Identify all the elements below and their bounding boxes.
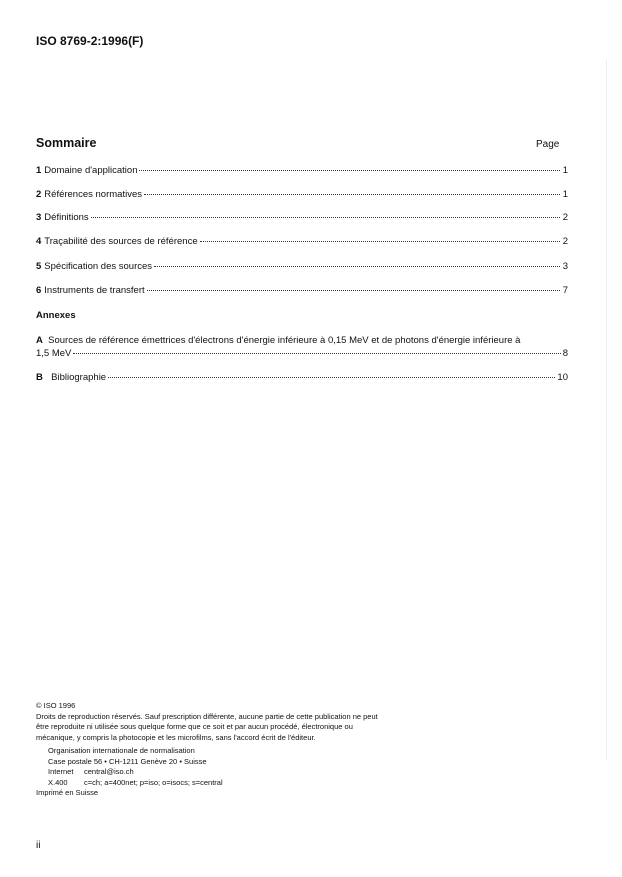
toc-entry-number: 6 — [36, 285, 42, 296]
leader-dots — [139, 170, 560, 171]
toc-entry-page: 2 — [562, 212, 568, 223]
toc-entry-page: 7 — [562, 285, 568, 296]
leader-dots — [200, 241, 560, 242]
copyright-block — [36, 701, 386, 799]
x400-label: X.400 — [48, 777, 68, 787]
leader-dots — [108, 377, 555, 378]
leader-dots — [147, 290, 560, 291]
toc-entry-title: Spécification des sources — [44, 261, 153, 272]
copyright-line: © ISO 1996 — [36, 701, 76, 710]
leader-dots — [144, 194, 560, 195]
organisation-name: Organisation internationale de normalisation — [48, 746, 195, 755]
toc-entry-2[interactable] — [36, 189, 568, 200]
x400-value: c=ch; a=400net; p=iso; o=isocs; s=central — [84, 777, 223, 787]
toc-annex-letter: B — [36, 372, 43, 383]
x400-row — [36, 778, 386, 789]
copyright-rights: Droits de reproduction réservés. Sauf prescription différente, aucune partie de cette publication ne peut être reproduite ni utilisée sous quelque forme que ce soit et par aucun procédé, électronique ou mécanique, y compris la photocopie et les microfilms, sans l'accord écrit de l'éditeur. — [36, 711, 378, 742]
toc-entry-6[interactable] — [36, 285, 568, 296]
leader-dots — [91, 217, 560, 218]
toc-entry-page: 2 — [562, 236, 568, 247]
internet-label: Internet — [48, 767, 74, 776]
toc-entry-page: 1 — [562, 165, 568, 176]
toc-entry-number: 4 — [36, 236, 42, 247]
toc-entry-page: 3 — [562, 261, 568, 272]
toc-entry-title: Instruments de transfert — [44, 285, 145, 296]
toc-entry-5[interactable] — [36, 261, 568, 272]
toc-annex-page: 10 — [557, 372, 568, 383]
toc-annex-a[interactable] — [36, 334, 568, 360]
organisation-address: Case postale 56 • CH-1211 Genève 20 • Suisse — [48, 756, 207, 766]
toc-entry-3[interactable] — [36, 212, 568, 223]
printed-in: Imprimé en Suisse — [36, 788, 99, 797]
toc-annex-page: 8 — [562, 348, 568, 359]
toc-entry-title: Domaine d'application — [44, 165, 138, 176]
toc-annex-b[interactable] — [36, 372, 568, 383]
toc-page-header: Page — [536, 139, 560, 150]
toc-entry-title: Traçabilité des sources de référence — [44, 236, 198, 247]
toc-entry-title: Définitions — [44, 212, 89, 223]
document-id: ISO 8769-2:1996(F) — [36, 34, 144, 48]
leader-dots — [73, 353, 560, 354]
toc-annex-title: Sources de référence émettrices d'électrons d'énergie inférieure à 0,15 MeV et de photons d'énergie inférieure à — [48, 335, 521, 346]
page-edge-line — [606, 60, 607, 760]
toc-entry-number: 5 — [36, 261, 42, 272]
toc-annex-title-cont: 1,5 MeV — [36, 348, 72, 359]
toc-entry-page: 1 — [562, 189, 568, 200]
toc-entry-number: 1 — [36, 165, 42, 176]
toc-entry-title: Références normatives — [44, 189, 142, 200]
internet-value: central@iso.ch — [84, 767, 134, 776]
page-number: ii — [36, 840, 41, 851]
leader-dots — [154, 266, 560, 267]
annexes-heading: Annexes — [36, 310, 76, 321]
toc-entry-number: 2 — [36, 189, 42, 200]
toc-entry-4[interactable] — [36, 236, 568, 247]
toc-annex-letter: A — [36, 335, 43, 346]
toc-annex-title: Bibliographie — [51, 372, 107, 383]
toc-entry-1[interactable] — [36, 165, 568, 176]
toc-title: Sommaire — [36, 136, 97, 150]
internet-row — [36, 767, 386, 778]
toc-entry-number: 3 — [36, 212, 42, 223]
